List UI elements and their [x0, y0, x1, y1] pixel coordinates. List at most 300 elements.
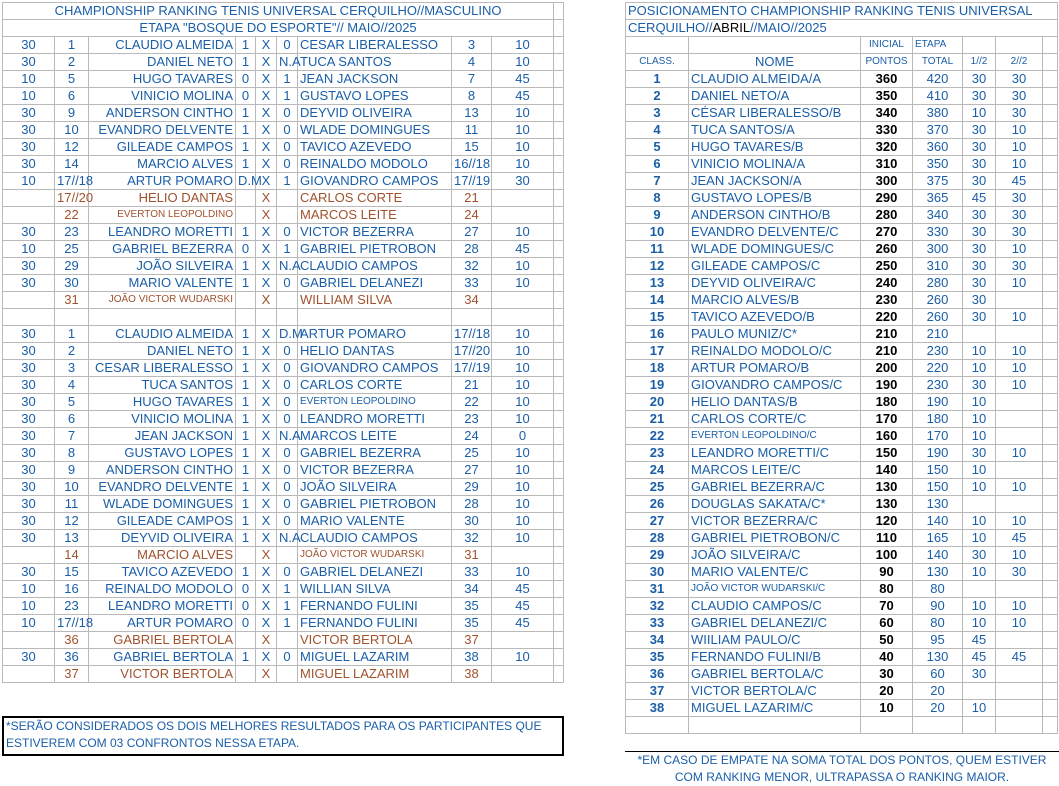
player-2-name: CARLOS CORTE [298, 190, 452, 207]
initial-points: 210 [861, 343, 913, 360]
ranking-position: 1 [626, 71, 689, 88]
score-player-1: 1 [236, 156, 256, 173]
ranking-player-name: CARLOS CORTE/C [689, 411, 861, 428]
spacer-cell [554, 564, 564, 581]
rank-player-1: 8 [55, 445, 89, 462]
spacer-cell [554, 615, 564, 632]
initial-points: 340 [861, 105, 913, 122]
versus-mark: X [256, 666, 277, 683]
spacer-cell [1043, 207, 1058, 224]
match-row [3, 37, 564, 54]
score-player-2: 0 [277, 649, 298, 666]
spacer-cell [1043, 649, 1058, 666]
ranking-row [626, 581, 1058, 598]
player-2-name: EVERTON LEOPOLDINO [298, 394, 452, 411]
ranking-row [626, 428, 1058, 445]
versus-mark: X [256, 241, 277, 258]
versus-mark: X [256, 581, 277, 598]
initial-points: 210 [861, 326, 913, 343]
score-player-1: 1 [236, 428, 256, 445]
ranking-player-name: CLAUDIO ALMEIDA/A [689, 71, 861, 88]
points-player-2: 10 [492, 224, 554, 241]
score-player-2: 0 [277, 37, 298, 54]
rank-player-1: 1 [55, 37, 89, 54]
score-player-2: 0 [277, 462, 298, 479]
total-points: 230 [913, 377, 963, 394]
player-1-name: JOÃO VICTOR WUDARSKI [89, 292, 236, 309]
spacer-cell [554, 411, 564, 428]
ranking-position: 17 [626, 343, 689, 360]
total-points: 90 [913, 598, 963, 615]
rank-player-2: 33 [452, 275, 492, 292]
round-1-points: 30 [963, 156, 996, 173]
round-2-points: 45 [996, 530, 1043, 547]
versus-mark: X [256, 343, 277, 360]
ranking-row [626, 139, 1058, 156]
score-player-1: 0 [236, 581, 256, 598]
match-row [3, 156, 564, 173]
spacer-cell [554, 445, 564, 462]
ranking-position: 22 [626, 428, 689, 445]
points-player-2: 10 [492, 513, 554, 530]
spacer-cell [1043, 683, 1058, 700]
points-player-1: 10 [3, 598, 55, 615]
score-player-1: 1 [236, 275, 256, 292]
points-player-1: 10 [3, 71, 55, 88]
ranking-row [626, 479, 1058, 496]
spacer-cell [1043, 479, 1058, 496]
points-player-2: 45 [492, 71, 554, 88]
points-player-2: 10 [492, 326, 554, 343]
points-player-1: 30 [3, 122, 55, 139]
ranking-row [626, 666, 1058, 683]
ranking-position: 37 [626, 683, 689, 700]
rank-player-1: 30 [55, 275, 89, 292]
score-player-1: 1 [236, 496, 256, 513]
ranking-player-name: ARTUR POMARO/B [689, 360, 861, 377]
initial-points: 130 [861, 479, 913, 496]
score-player-1 [236, 292, 256, 309]
ranking-row [626, 275, 1058, 292]
points-player-1: 10 [3, 173, 55, 190]
rank-player-2: 25 [452, 445, 492, 462]
player-1-name: GABRIEL BEZERRA [89, 241, 236, 258]
player-2-name: FERNANDO FULINI [298, 615, 452, 632]
round-1-points: 10 [963, 105, 996, 122]
spacer-cell [554, 292, 564, 309]
score-player-1: 0 [236, 615, 256, 632]
ranking-position: 29 [626, 547, 689, 564]
versus-mark: X [256, 275, 277, 292]
score-player-2: 1 [277, 88, 298, 105]
rank-player-1: 10 [55, 479, 89, 496]
match-row [3, 326, 564, 343]
versus-mark: X [256, 139, 277, 156]
points-player-1: 10 [3, 241, 55, 258]
round-1-points: 30 [963, 309, 996, 326]
round-2-points [996, 428, 1043, 445]
ranking-row [626, 632, 1058, 649]
initial-points: 180 [861, 394, 913, 411]
rank-player-2: 34 [452, 292, 492, 309]
player-2-name: GUSTAVO LOPES [298, 88, 452, 105]
versus-mark: X [256, 173, 277, 190]
round-2-points: 10 [996, 513, 1043, 530]
spacer-cell [1043, 581, 1058, 598]
points-player-1 [3, 190, 55, 207]
points-player-1: 30 [3, 139, 55, 156]
score-player-1 [236, 190, 256, 207]
score-player-2: 1 [277, 71, 298, 88]
total-points: 230 [913, 343, 963, 360]
total-points: 375 [913, 173, 963, 190]
ranking-row [626, 394, 1058, 411]
ranking-position: 4 [626, 122, 689, 139]
score-player-1: 1 [236, 411, 256, 428]
spacer-cell [554, 258, 564, 275]
versus-mark: X [256, 547, 277, 564]
versus-mark: X [256, 394, 277, 411]
match-row [3, 581, 564, 598]
spacer-cell [1043, 241, 1058, 258]
rank-player-2: 27 [452, 462, 492, 479]
round-1-points: 10 [963, 615, 996, 632]
round-2-points: 10 [996, 479, 1043, 496]
points-player-1 [3, 547, 55, 564]
rank-player-2: 7 [452, 71, 492, 88]
ranking-row [626, 683, 1058, 700]
round-1-points: 10 [963, 428, 996, 445]
player-2-name: WILLIAM SILVA [298, 292, 452, 309]
total-points: 380 [913, 105, 963, 122]
ranking-player-name: PAULO MUNIZ/C* [689, 326, 861, 343]
points-player-2: 10 [492, 649, 554, 666]
player-1-name: EVANDRO DELVENTE [89, 479, 236, 496]
ranking-player-name: LEANDRO MORETTI/C [689, 445, 861, 462]
player-1-name: CLAUDIO ALMEIDA [89, 326, 236, 343]
points-player-2 [492, 632, 554, 649]
ranking-player-name: GABRIEL BERTOLA/C [689, 666, 861, 683]
spacer-cell [1043, 411, 1058, 428]
round-2-points: 30 [996, 190, 1043, 207]
round-2-points: 10 [996, 309, 1043, 326]
ranking-player-name: GIOVANDRO CAMPOS/C [689, 377, 861, 394]
versus-mark: X [256, 37, 277, 54]
total-points: 80 [913, 581, 963, 598]
spacer-cell [554, 139, 564, 156]
round-2-points: 30 [996, 564, 1043, 581]
rank-player-2: 30 [452, 513, 492, 530]
spacer-cell [554, 462, 564, 479]
points-player-1: 30 [3, 37, 55, 54]
spacer-cell [1043, 309, 1058, 326]
spacer-cell [554, 241, 564, 258]
ranking-position: 12 [626, 258, 689, 275]
round-2-points: 10 [996, 139, 1043, 156]
header-nome: NOME [689, 54, 861, 71]
rank-player-1: 23 [55, 598, 89, 615]
ranking-player-name: WIILIAM PAULO/C [689, 632, 861, 649]
score-player-2: 1 [277, 598, 298, 615]
player-1-name: MARCIO ALVES [89, 156, 236, 173]
initial-points: 110 [861, 530, 913, 547]
ranking-player-name: TUCA SANTOS/A [689, 122, 861, 139]
ranking-row [626, 88, 1058, 105]
rank-player-1: 14 [55, 156, 89, 173]
total-points: 180 [913, 411, 963, 428]
score-player-2 [277, 632, 298, 649]
initial-points: 50 [861, 632, 913, 649]
points-player-2: 45 [492, 581, 554, 598]
player-2-name: ARTUR POMARO [298, 326, 452, 343]
spacer-cell [554, 71, 564, 88]
points-player-1 [3, 207, 55, 224]
score-player-1 [236, 547, 256, 564]
initial-points: 30 [861, 666, 913, 683]
total-points: 80 [913, 615, 963, 632]
spacer-cell [1043, 598, 1058, 615]
player-2-name: HELIO DANTAS [298, 343, 452, 360]
rank-player-1: 15 [55, 564, 89, 581]
versus-mark: X [256, 258, 277, 275]
versus-mark: X [256, 156, 277, 173]
player-1-name: ANDERSON CINTHO [89, 462, 236, 479]
spacer-cell [554, 156, 564, 173]
player-2-name: GIOVANDRO CAMPOS [298, 173, 452, 190]
spacer-cell [1043, 360, 1058, 377]
round-2-points: 45 [996, 173, 1043, 190]
spacer-cell [554, 598, 564, 615]
rank-player-1: 6 [55, 411, 89, 428]
ranking-player-name: HUGO TAVARES/B [689, 139, 861, 156]
ranking-row [626, 496, 1058, 513]
points-player-2: 45 [492, 615, 554, 632]
initial-points: 140 [861, 462, 913, 479]
player-2-name: VICTOR BEZERRA [298, 462, 452, 479]
ranking-row [626, 598, 1058, 615]
total-points: 20 [913, 700, 963, 717]
player-1-name: TUCA SANTOS [89, 377, 236, 394]
player-2-name: CLAUDIO CAMPOS [298, 258, 452, 275]
player-2-name: CESAR LIBERALESSO [298, 37, 452, 54]
score-player-2 [277, 292, 298, 309]
spacer-cell [554, 649, 564, 666]
round-1-points [963, 683, 996, 700]
match-row [3, 428, 564, 445]
points-player-1: 30 [3, 513, 55, 530]
ranking-position: 19 [626, 377, 689, 394]
round-1-points [963, 326, 996, 343]
rank-player-1: 2 [55, 343, 89, 360]
points-player-2: 10 [492, 37, 554, 54]
ranking-row [626, 190, 1058, 207]
player-1-name: VICTOR BERTOLA [89, 666, 236, 683]
total-points: 60 [913, 666, 963, 683]
ranking-row [626, 224, 1058, 241]
ranking-player-name: GABRIEL PIETROBON/C [689, 530, 861, 547]
score-player-2: N.A [277, 530, 298, 547]
points-player-2: 10 [492, 496, 554, 513]
ranking-footnote: *EM CASO DE EMPATE NA SOMA TOTAL DOS PONTOS, QUEM ESTIVER COM RANKING MENOR, ULTRAPASSA O RANKING MAIOR. [625, 751, 1059, 785]
player-1-name: TAVICO AZEVEDO [89, 564, 236, 581]
score-player-2: 1 [277, 241, 298, 258]
player-2-name: GABRIEL DELANEZI [298, 564, 452, 581]
spacer-cell [1043, 258, 1058, 275]
rank-player-1: 16 [55, 581, 89, 598]
round-2-points: 10 [996, 598, 1043, 615]
player-2-name: MARCOS LEITE [298, 207, 452, 224]
player-2-name: GIOVANDRO CAMPOS [298, 360, 452, 377]
points-player-2: 45 [492, 598, 554, 615]
header-total: TOTAL [913, 54, 963, 71]
rank-player-2: 17//19 [452, 173, 492, 190]
match-row [3, 275, 564, 292]
points-player-1 [3, 632, 55, 649]
initial-points: 300 [861, 173, 913, 190]
match-row [3, 241, 564, 258]
points-player-1: 30 [3, 326, 55, 343]
total-points: 130 [913, 564, 963, 581]
ranking-row [626, 445, 1058, 462]
points-player-2: 10 [492, 445, 554, 462]
round-1-points: 10 [963, 411, 996, 428]
points-player-1: 30 [3, 479, 55, 496]
points-player-2 [492, 666, 554, 683]
player-1-name: LEANDRO MORETTI [89, 598, 236, 615]
ranking-row [626, 411, 1058, 428]
ranking-player-name: MARIO VALENTE/C [689, 564, 861, 581]
player-1-name: GUSTAVO LOPES [89, 445, 236, 462]
ranking-row [626, 207, 1058, 224]
points-player-1 [3, 666, 55, 683]
score-player-2: 0 [277, 479, 298, 496]
rank-player-1: 5 [55, 394, 89, 411]
spacer-cell [1043, 122, 1058, 139]
points-player-1: 30 [3, 343, 55, 360]
spacer-cell [1043, 326, 1058, 343]
initial-points: 120 [861, 513, 913, 530]
match-row [3, 598, 564, 615]
rank-player-1: 4 [55, 377, 89, 394]
score-player-1: 1 [236, 530, 256, 547]
rank-player-1: 7 [55, 428, 89, 445]
round-1-points: 45 [963, 632, 996, 649]
total-points: 220 [913, 360, 963, 377]
player-1-name: MARCIO ALVES [89, 547, 236, 564]
player-2-name: MIGUEL LAZARIM [298, 666, 452, 683]
player-1-name: HELIO DANTAS [89, 190, 236, 207]
stage-title: CHAMPIONSHIP RANKING TENIS UNIVERSAL CERQUILHO//MASCULINO [3, 3, 554, 20]
total-points: 20 [913, 683, 963, 700]
points-player-2: 10 [492, 564, 554, 581]
versus-mark: X [256, 598, 277, 615]
match-row [3, 292, 564, 309]
rank-player-2: 21 [452, 377, 492, 394]
points-player-1: 30 [3, 275, 55, 292]
score-player-2: 1 [277, 581, 298, 598]
spacer-cell [554, 173, 564, 190]
ranking-row [626, 258, 1058, 275]
initial-points: 290 [861, 190, 913, 207]
spacer-cell [554, 496, 564, 513]
points-player-1 [3, 292, 55, 309]
header-round-2: 2//2 [996, 54, 1043, 71]
player-2-name: MARIO VALENTE [298, 513, 452, 530]
match-row [3, 377, 564, 394]
blank-row [626, 717, 1058, 734]
points-player-1: 10 [3, 581, 55, 598]
player-1-name: HUGO TAVARES [89, 71, 236, 88]
initial-points: 330 [861, 122, 913, 139]
initial-points: 310 [861, 156, 913, 173]
spacer-cell [554, 88, 564, 105]
points-player-1: 30 [3, 394, 55, 411]
match-row [3, 649, 564, 666]
total-points: 150 [913, 479, 963, 496]
points-player-2: 10 [492, 122, 554, 139]
round-1-points: 10 [963, 530, 996, 547]
player-1-name: WLADE DOMINGUES [89, 496, 236, 513]
round-1-points: 10 [963, 479, 996, 496]
match-row [3, 190, 564, 207]
header-pontos: PONTOS [861, 54, 913, 71]
score-player-2: 0 [277, 275, 298, 292]
ranking-position: 8 [626, 190, 689, 207]
score-player-1 [236, 632, 256, 649]
ranking-row [626, 513, 1058, 530]
total-points: 130 [913, 496, 963, 513]
score-player-1: 1 [236, 122, 256, 139]
player-1-name: EVANDRO DELVENTE [89, 122, 236, 139]
points-player-2 [492, 292, 554, 309]
ranking-player-name: GABRIEL BEZERRA/C [689, 479, 861, 496]
score-player-2 [277, 666, 298, 683]
player-2-name: VICTOR BEZERRA [298, 224, 452, 241]
rank-player-1: 9 [55, 462, 89, 479]
score-player-1: 1 [236, 394, 256, 411]
total-points: 365 [913, 190, 963, 207]
spacer-cell [1043, 666, 1058, 683]
header-inicial: INICIAL [861, 37, 913, 54]
score-player-1: 1 [236, 445, 256, 462]
round-2-points: 45 [996, 649, 1043, 666]
score-player-1: 0 [236, 71, 256, 88]
round-2-points: 30 [996, 207, 1043, 224]
points-player-2: 10 [492, 105, 554, 122]
versus-mark: X [256, 326, 277, 343]
score-player-1: 1 [236, 343, 256, 360]
points-player-2: 10 [492, 377, 554, 394]
ranking-position: 11 [626, 241, 689, 258]
ranking-position: 25 [626, 479, 689, 496]
ranking-position: 26 [626, 496, 689, 513]
spacer-cell [1043, 530, 1058, 547]
spacer-cell [1043, 462, 1058, 479]
versus-mark: X [256, 462, 277, 479]
initial-points: 320 [861, 139, 913, 156]
spacer-cell [554, 581, 564, 598]
round-1-points: 30 [963, 71, 996, 88]
total-points: 190 [913, 445, 963, 462]
rank-player-1: 31 [55, 292, 89, 309]
spacer-cell [1043, 632, 1058, 649]
ranking-player-name: MARCIO ALVES/B [689, 292, 861, 309]
player-1-name: ANDERSON CINTHO [89, 105, 236, 122]
versus-mark: X [256, 649, 277, 666]
round-2-points: 10 [996, 547, 1043, 564]
ranking-player-name: CÉSAR LIBERALESSO/B [689, 105, 861, 122]
points-player-1: 30 [3, 377, 55, 394]
